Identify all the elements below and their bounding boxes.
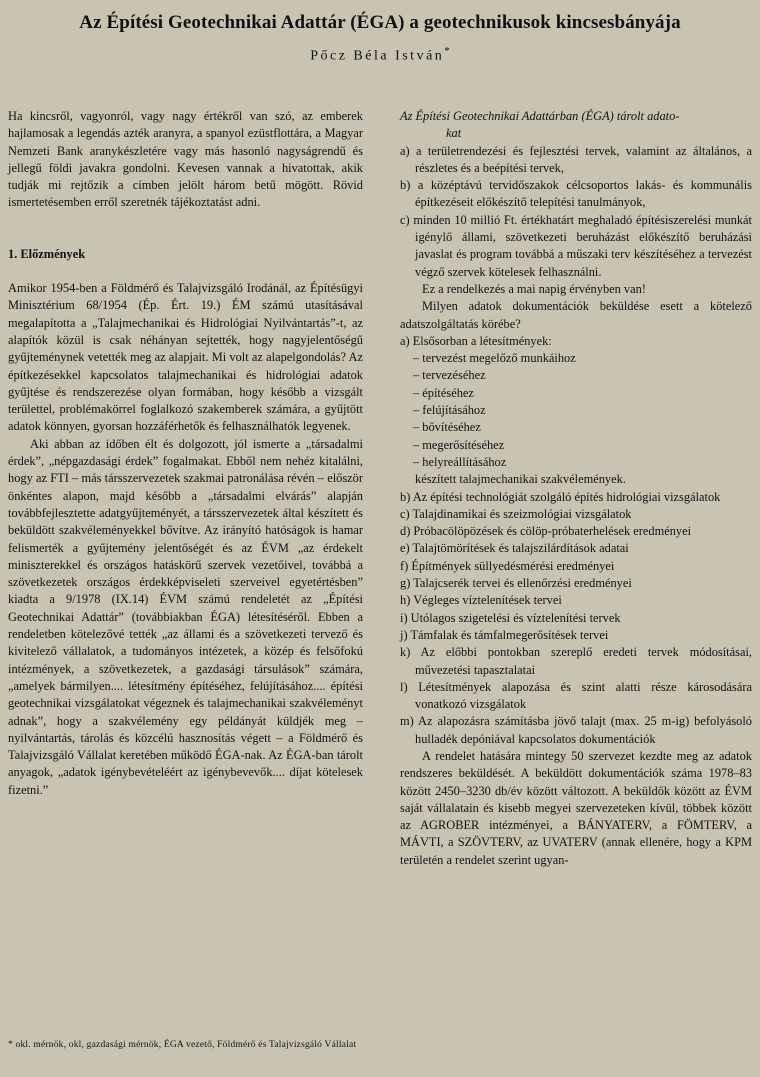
right-column [400,108,752,869]
list-item: k) Az előbbi pontokban szereplő eredeti tervek módosításai, művezetési tapasztalatai [400,645,752,677]
list-item: i) Utólagos szigetelési és víztelenítési tervek [400,610,621,625]
list-item-outro: készített talajmechanikai szakvélemények. [415,472,626,487]
list-item: c) minden 10 millió Ft. értékhatárt meghaladó építésiszerelési munkát igénylő állami, szövetkezeti beruházást előkészítő beruházási javaslat és program továbbá a műszaki terv készítéséhez a tervezést végző szervek kötelesek felhasználni. [400,212,752,279]
list-item: h) Végleges víztelenítések tervei [400,593,562,608]
author-footnote-mark: * [444,45,450,57]
list-item: j) Támfalak és támfalmegerősítések tervei [400,627,609,642]
list-heading-line-1: Az Építési Geotechnikai Adattárban (ÉGA) tárolt adato- [400,109,680,123]
list-item: e) Talajtömörítések és talajszilárdítások adatai [400,541,629,556]
paragraph-regulation: Aki abban az időben élt és dolgozott, jól ismerte a „társadalmi érdek”, „népgazdasági érdek” fogalmakat. Ebből nem nehéz kitalálni, hogy az FTI – más társszervezetek szakmai patronálása révén – először önkéntes alapon, majd később a „társadalmi elvárás” alapján továbbfejlesztette adatgyűjteményét, a társszervezetek által készített és beküldött szakvéleményekkel bővítve. Az irányító hatóságok is hamar felismerték a gyűjtemény jelentőségét és az ÉVM „az érdekelt miniszterekkel és országos hatáskörű szervek vezetőivel, továbbá a szövetkezetek országos érdekképviseleti szerveivel egyetértésben” kiadta a 9/1978 (IX.14) ÉVM számú rendeletét az „Építési Geotechnikai Adattár” (továbbiakban ÉGA) létesítéséről. Ebben a rendeletben kötelezővé tették „az állami és a szövetkezeti tervező és kivitelező vállalatok, a tudományos intézetek, a közép és felsőfokú intézmények, a szövetkezetek, a gazdasági társulások” számára, „amelyek bármilyen.... létesítmény építéséhez, felújításához.... építési geotechnikai vizsgálatokat végeznek és talajmechanikai szakvéleményt adnak”, hogy a szakvélemény egy példányát küldjék meg – nyilvántartás, tárolás és közcélú hasznosítás végett – a Földmérő és Talajvizsgáló Vállalat keretében működő ÉGA-nak. Az ÉGA-ban tárolt anyagok, „adatok igénybevételéért az igénybevevők.... díjat kötelesek fizetni.” [8,436,363,797]
left-column [8,108,363,799]
note-question: Milyen adatok dokumentációk beküldése esett a kötelező adatszolgáltatás körébe? [400,299,752,331]
dash-item: – bővítéséhez [413,420,481,435]
list-item: d) Próbacölöpözések és cölöp-próbaterhelések eredményei [400,524,692,539]
dash-item: – helyreállításához [413,454,507,469]
closing-paragraph: A rendelet hatására mintegy 50 szervezet kezdte meg az adatok rendszeres beküldését. A beküldött dokumentációk száma 1978–83 között 2450–3230 db/év között változott. A beküldők között az ÉVM saját vállalatain és kisebb megyei szervezeteken kívül, többek között az AGROBER intézményei, a BÁNYATERV, a FÖMTERV, a MÁVTI, a SZÖVTERV, az UVATERV (annak ellenére, hogy a KPM területén a rendelet szerint ugyan- [400,748,752,867]
author-line [0,45,760,65]
dash-item: – tervezéséhez [413,368,486,383]
list-item: f) Építmények süllyedésmérési eredményei [400,558,615,573]
list-item: l) Létesítmények alapozása és szint alatti része károsodására vonatkozó vizsgálatok [400,679,752,712]
list-item: b) a középtávú tervidőszakok célcsoportos lakás- és kommunális építkezéseit előkészítő telepítési tanulmányok, [400,178,752,210]
section-heading: 1. Előzmények [8,246,86,261]
list-item: b) Az építési technológiát szolgáló építés hidrológiai vizsgálatok [400,489,721,504]
list-heading [400,108,752,143]
dash-item: – felújításához [413,403,486,418]
list-item: a) Elsősorban a létesítmények: [400,333,552,348]
dash-item: – megerősítéséhez [413,437,505,452]
dash-item: – építéséhez [413,385,474,400]
intro-paragraph: Ha kincsről, vagyonról, vagy nagy értékről van szó, az emberek hajlamosak a legendás azték aranyra, a spanyol ezüstflottára, a Magyar Nemzeti Bank aranykészletére vagy más hasonló nagyságrendű és jellegű földi javakra gondolni. Kevesen vannak a hivatottak, akik tudják mi rejtőzik a címben jelölt három betű mögött. Rövid ismertetésemben erről szeretnék tájékoztatást adni. [8,109,363,210]
paragraph-history: Amikor 1954-ben a Földmérő és Talajvizsgáló Irodánál, az Építésügyi Minisztérium 68/1954 (Ép. Ért. 19.) ÉM számú utasításával megalapította a „Talajmechanikai és Hidrológiai Nyilvántartás”-t, az alapítók közül is csak néhányan sejtették, hogy nagyjelentőségű gyűjteménynek vetették meg az alapjait. Mi volt az alapelgondolás? Az építkezésekkel kapcsolatos talajmechanikai és hidrológiai adatok gyűjtése és rendszerezése olyan formában, hogy később a vizsgált területtel, problémakörrel foglalkozó szakemberek számára, a gyűjtött adatok könnyen, gyorsan hozzáférhetők és felhasználhatók legyenek. [8,281,363,434]
list-item: a) a területrendezési és fejlesztési tervek, valamint az általános, a részletes és a beépítési tervek, [400,143,752,175]
list-heading-line-2: kat [446,126,462,141]
footnote: * okl. mérnök, okl, gazdasági mérnök, ÉGA vezető, Földmérő és Talajvizsgáló Vállalat [8,1040,357,1050]
author-name: Pőcz Béla István [310,48,445,64]
note-in-force: Ez a rendelkezés a mai napig érvényben van! [422,281,646,296]
article-title: Az Építési Geotechnikai Adattár (ÉGA) a geotechnikusok kincsesbányája [79,12,681,33]
list-item: c) Talajdinamikai és szeizmológiai vizsgálatok [400,506,632,521]
list-item: m) Az alapozásra számításba jövő talajt (max. 25 m-ig) befolyásoló hulladék depóniával kapcsolatos dokumentációk [400,714,752,746]
dash-item: – tervezést megelőző munkáihoz [413,351,576,366]
list-item: g) Talajcserék tervei és ellenőrzési eredményei [400,576,632,591]
